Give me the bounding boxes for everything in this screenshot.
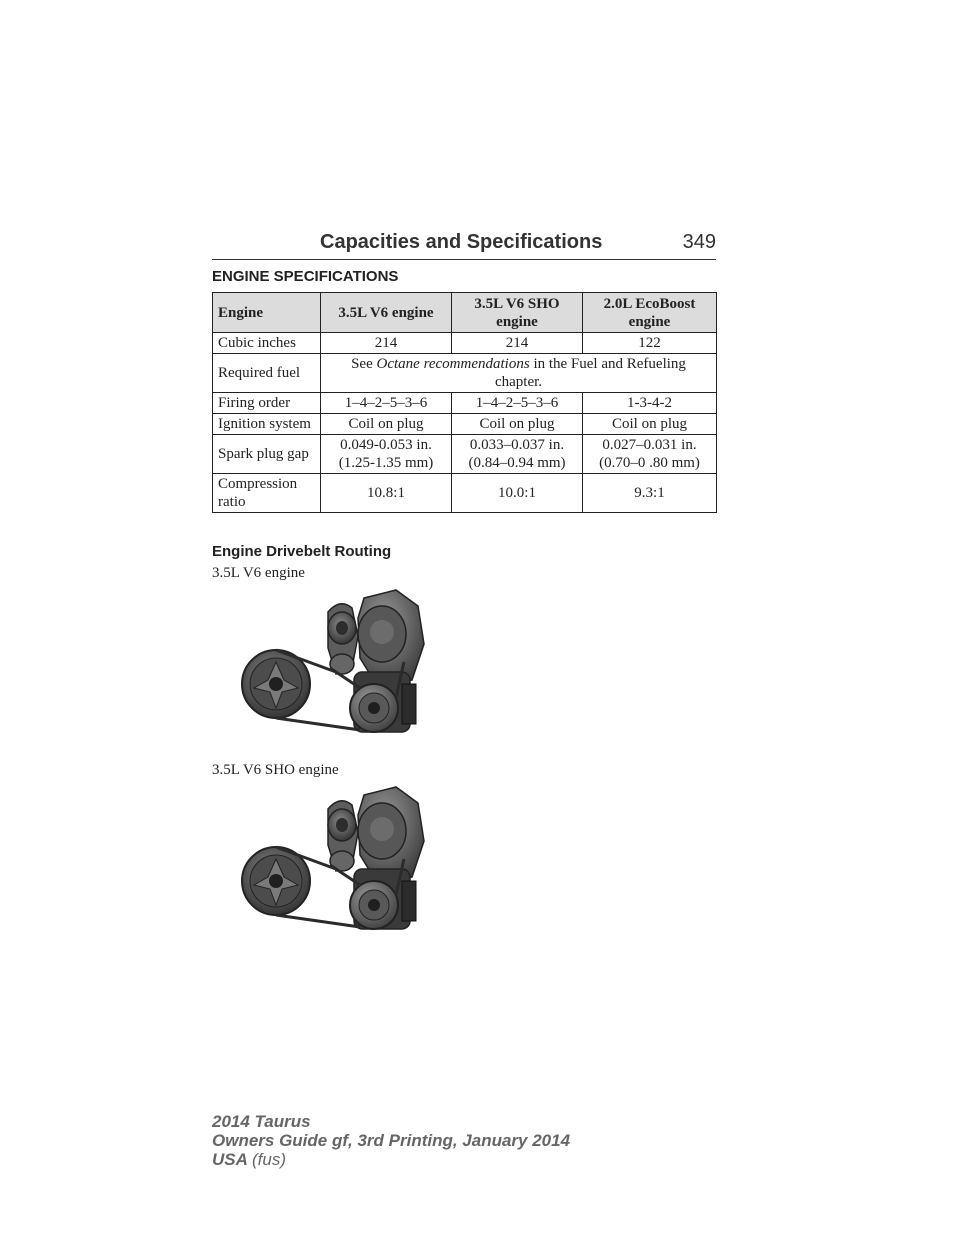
row-label: Spark plug gap (213, 435, 321, 474)
table-cell: 10.8:1 (321, 474, 452, 513)
page-number: 349 (682, 231, 716, 253)
drivebelt-diagram-v6-sho (236, 785, 432, 941)
row-label: Cubic inches (213, 333, 321, 354)
footer-model: 2014 Taurus (212, 1112, 311, 1131)
table-cell: 1–4–2–5–3–6 (321, 393, 452, 414)
engine-spec-table (212, 292, 717, 513)
table-row-required-fuel (213, 354, 717, 393)
footer-market-code: (fus) (252, 1150, 286, 1169)
fuel-note-prefix: See (351, 356, 377, 372)
table-row-cubic-inches (213, 333, 717, 354)
footer-market (212, 1150, 570, 1169)
page-footer (212, 1112, 570, 1169)
table-cell: 1–4–2–5–3–6 (452, 393, 583, 414)
header-cell-v6: 3.5L V6 engine (321, 293, 452, 333)
table-cell (452, 435, 583, 474)
table-cell: Coil on plug (452, 414, 583, 435)
table-cell (583, 435, 717, 474)
fuel-note-suffix: in the Fuel and Refueling chapter. (494, 356, 686, 390)
drivebelt-routing-title: Engine Drivebelt Routing (212, 543, 392, 560)
gap-mm: (0.84–0.94 mm) (468, 455, 566, 471)
gap-inches: 0.033–0.037 in. (469, 437, 565, 453)
row-label: Firing order (213, 393, 321, 414)
diagram-caption-v6: 3.5L V6 engine (212, 565, 305, 581)
diagram-caption-v6-sho: 3.5L V6 SHO engine (212, 762, 339, 778)
drivebelt-diagram-v6 (236, 588, 432, 744)
table-cell: 214 (321, 333, 452, 354)
table-cell: 214 (452, 333, 583, 354)
table-cell: 122 (583, 333, 717, 354)
table-row-firing-order (213, 393, 717, 414)
header-cell-ecoboost: 2.0L EcoBoost engine (583, 293, 717, 333)
table-row-ignition-system (213, 414, 717, 435)
table-cell: 9.3:1 (583, 474, 717, 513)
table-row-spark-plug-gap (213, 435, 717, 474)
octane-recommendations-ref: Octane recommendations (376, 356, 530, 372)
table-cell: Coil on plug (583, 414, 717, 435)
table-cell: 10.0:1 (452, 474, 583, 513)
footer-edition: Owners Guide gf, 3rd Printing, January 2014 (212, 1131, 571, 1150)
required-fuel-note (321, 354, 717, 393)
table-row-compression-ratio (213, 474, 717, 513)
row-label: Required fuel (213, 354, 321, 393)
section-title: ENGINE SPECIFICATIONS (212, 268, 399, 285)
table-cell: 1-3-4-2 (583, 393, 717, 414)
row-label: Ignition system (213, 414, 321, 435)
page-header (212, 229, 716, 260)
gap-mm: (1.25-1.35 mm) (338, 455, 434, 471)
chapter-title: Capacities and Specifications (320, 231, 603, 253)
table-cell: Coil on plug (321, 414, 452, 435)
gap-inches: 0.027–0.031 in. (602, 437, 697, 453)
gap-mm: (0.70–0 .80 mm) (599, 455, 700, 471)
header-cell-v6-sho: 3.5L V6 SHO engine (452, 293, 583, 333)
gap-inches: 0.049-0.053 in. (340, 437, 432, 453)
header-cell-engine: Engine (213, 293, 321, 333)
row-label: Compression ratio (213, 474, 321, 513)
table-header-row (213, 293, 717, 333)
table-cell (321, 435, 452, 474)
footer-country: USA (212, 1150, 248, 1169)
